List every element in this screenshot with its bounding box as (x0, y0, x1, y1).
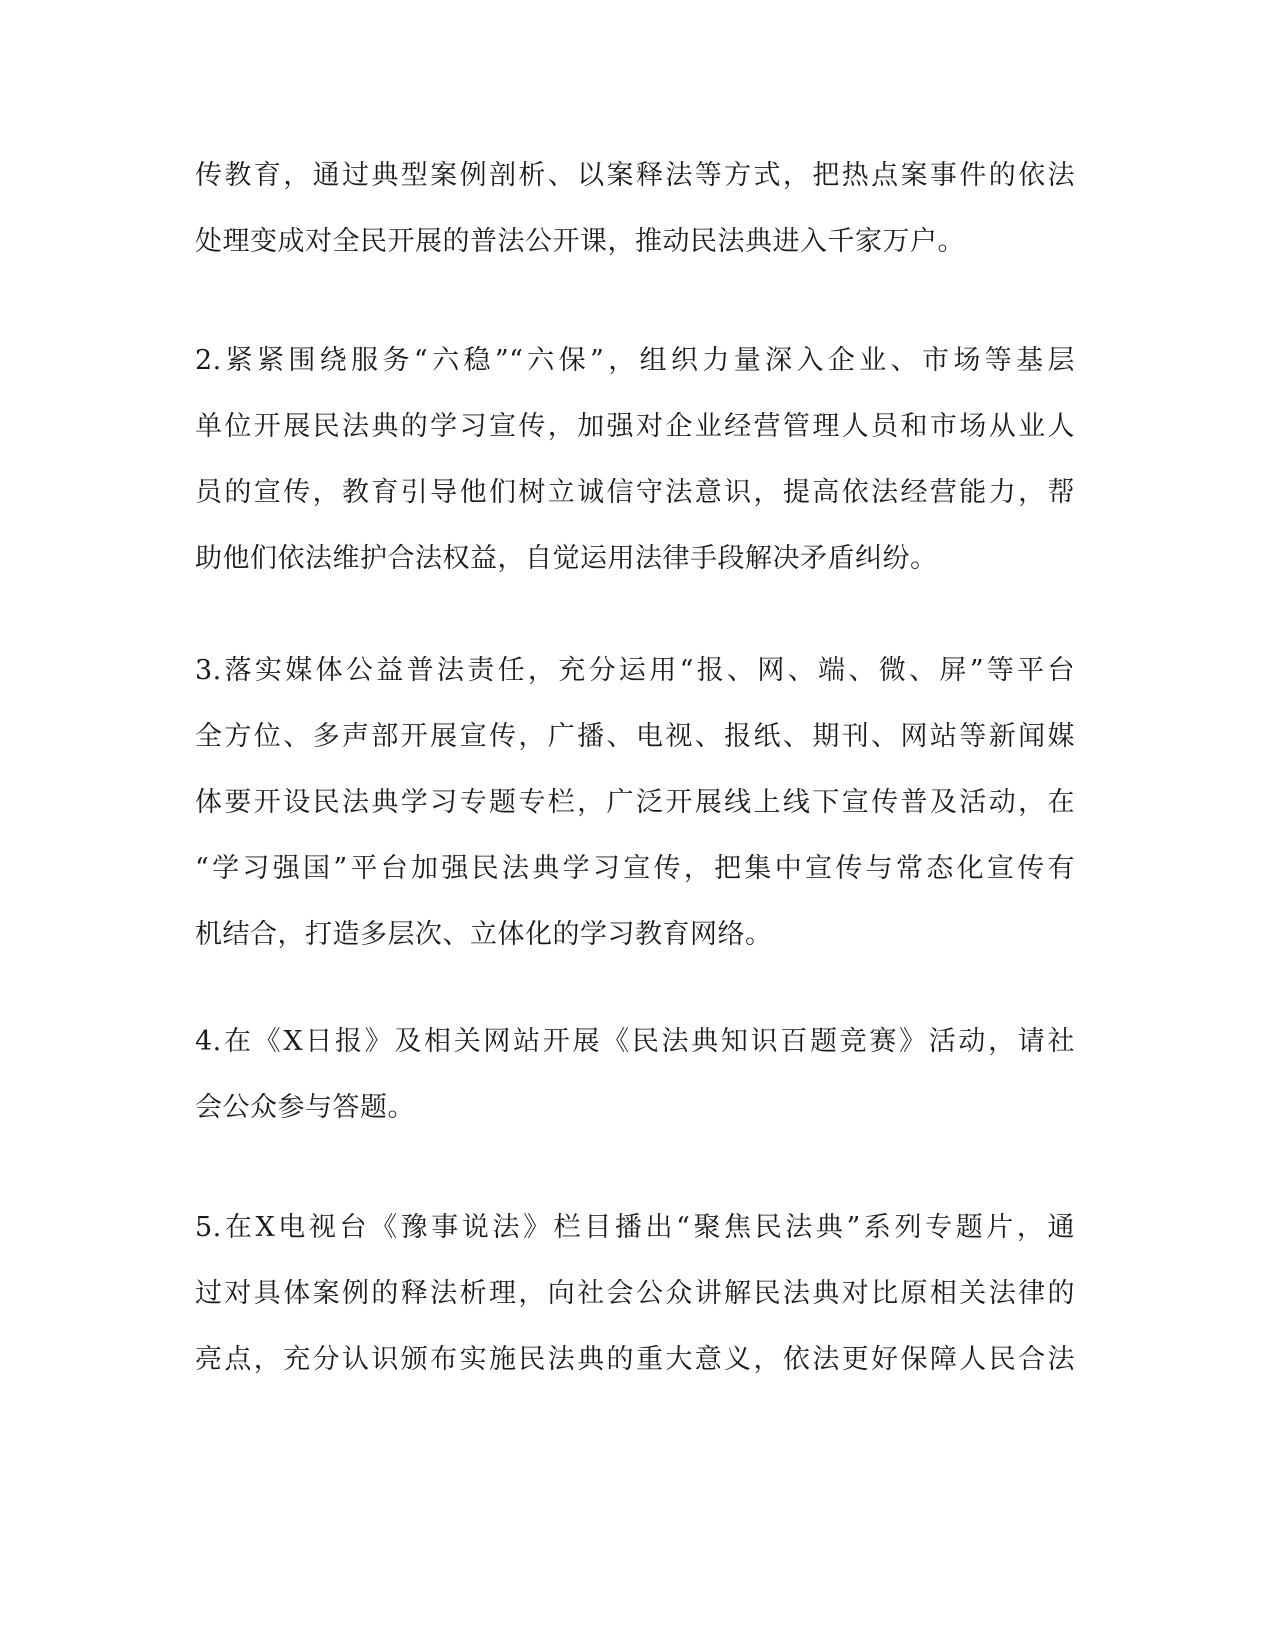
text-line: 传教育，通过典型案例剖析、以案释法等方式，把热点案事件的依法 (195, 160, 1075, 191)
paragraph-4 (195, 1009, 1075, 1141)
text-line: 会公众参与答题。 (195, 1092, 415, 1123)
text-line: 2.紧紧围绕服务“六稳”“六保”，组织力量深入企业、市场等基层 (195, 345, 1075, 376)
text-line: 助他们依法维护合法权益，自觉运用法律手段解决矛盾纠纷。 (195, 543, 938, 574)
paragraph-3 (195, 638, 1075, 968)
text-line: 处理变成对全民开展的普法公开课，推动民法典进入千家万户。 (195, 226, 965, 257)
text-line: 单位开展民法典的学习宣传，加强对企业经营管理人员和市场从业人 (195, 411, 1075, 442)
text-line: 过对具体案例的释法析理，向社会公众讲解民法典对比原相关法律的 (195, 1278, 1075, 1309)
text-line: 员的宣传，教育引导他们树立诚信守法意识，提高依法经营能力，帮 (195, 477, 1075, 508)
paragraph-5 (195, 1195, 1075, 1393)
text-line: 体要开设民法典学习专题专栏，广泛开展线上线下宣传普及活动，在 (195, 787, 1075, 818)
text-line: 亮点，充分认识颁布实施民法典的重大意义，依法更好保障人民合法 (195, 1344, 1075, 1375)
text-line: 5.在X电视台《豫事说法》栏目播出“聚焦民法典”系列专题片，通 (195, 1212, 1075, 1243)
paragraph-2 (195, 328, 1075, 592)
text-line: 机结合，打造多层次、立体化的学习教育网络。 (195, 919, 773, 950)
text-line: “学习强国”平台加强民法典学习宣传，把集中宣传与常态化宣传有 (195, 853, 1075, 884)
paragraph-1 (195, 143, 1075, 275)
text-line: 4.在《X日报》及相关网站开展《民法典知识百题竞赛》活动，请社 (195, 1026, 1075, 1057)
text-line: 全方位、多声部开展宣传，广播、电视、报纸、期刊、网站等新闻媒 (195, 721, 1075, 752)
text-line: 3.落实媒体公益普法责任，充分运用“报、网、端、微、屏”等平台 (195, 655, 1075, 686)
